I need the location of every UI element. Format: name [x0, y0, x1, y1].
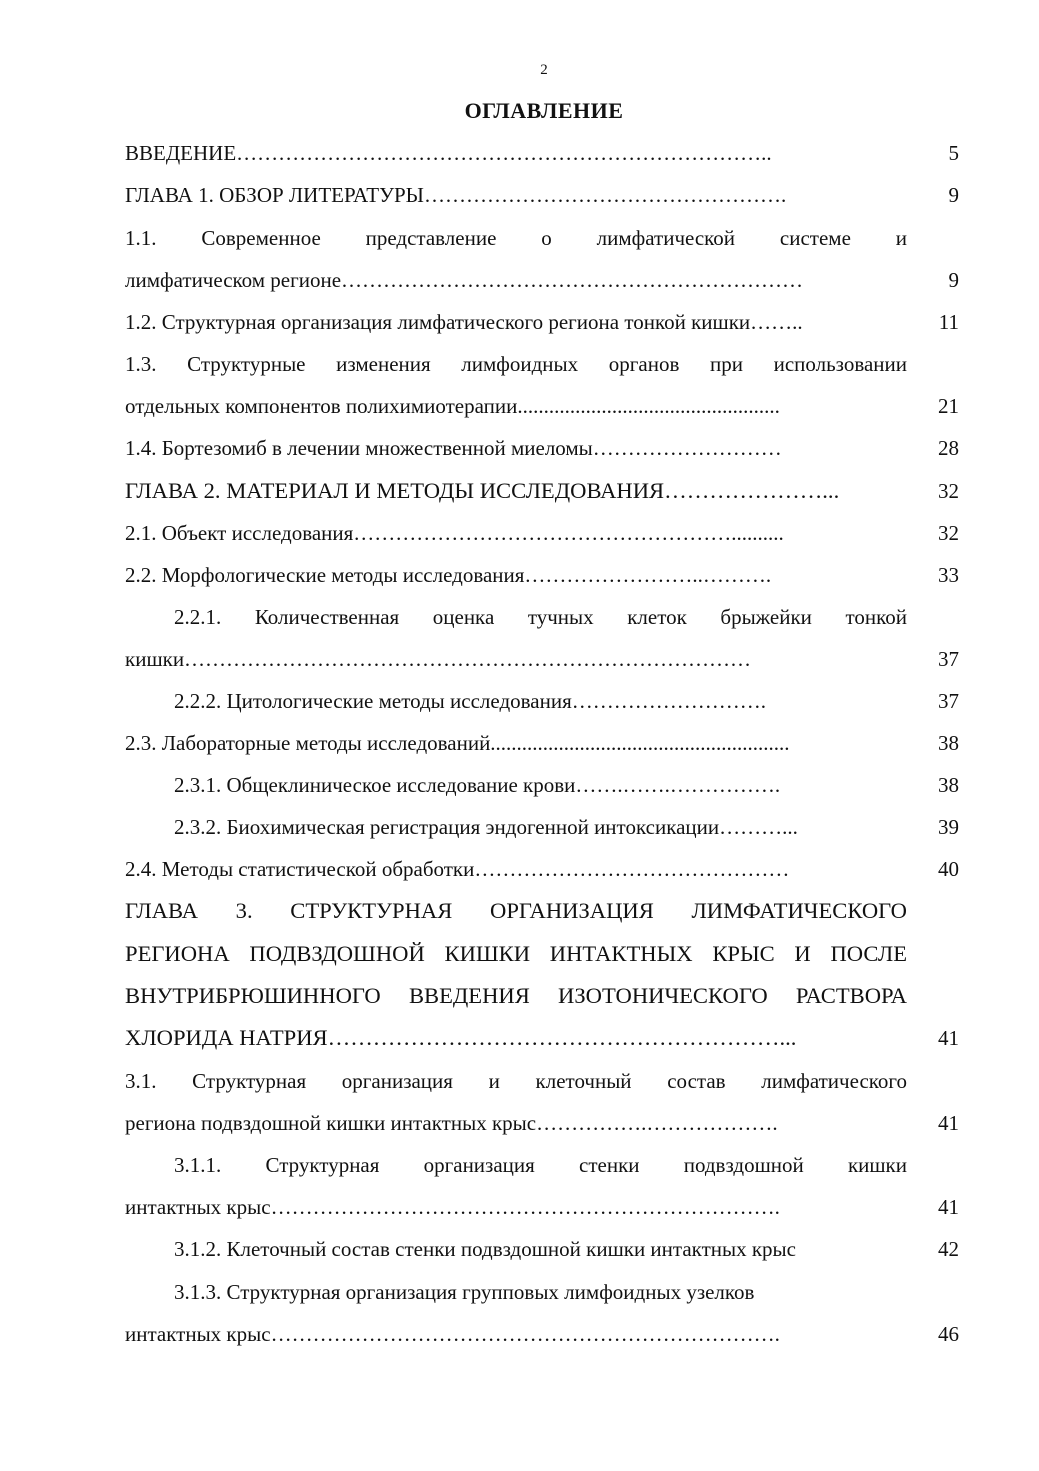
toc-entry-2-1: 2.1. Объект исследования………………………………………………..........	[125, 521, 784, 545]
toc-entry-3-1-line-1: 3.1. Структурная организация и клеточный состав лимфатического	[125, 1069, 907, 1093]
toc-entry-1-2: 1.2. Структурная организация лимфатического региона тонкой кишки……..	[125, 310, 803, 334]
toc-page-number: 32	[938, 479, 959, 503]
toc-page-number: 32	[938, 521, 959, 545]
toc-page-number: 39	[938, 815, 959, 839]
toc-entry-3-1-1-line-1: 3.1.1. Структурная организация стенки подвздошной кишки	[174, 1153, 907, 1177]
toc-entry-1-1-line-2: лимфатическом регионе…………………………………………………………	[125, 268, 804, 292]
toc-entry-chapter-3-line-4: ХЛОРИДА НАТРИЯ……………………………………………………...	[125, 1025, 797, 1050]
toc-page-number: 41	[938, 1026, 959, 1050]
toc-entry-2-2: 2.2. Морфологические методы исследования……………………..……….	[125, 563, 772, 587]
toc-entry-2-3-1: 2.3.1. Общеклиническое исследование крови…….…….…………….	[174, 773, 781, 797]
toc-page-number: 40	[938, 857, 959, 881]
toc-entry-introduction: ВВЕДЕНИЕ…………………………………………………………………..	[125, 141, 772, 165]
toc-entry-3-1-2: 3.1.2. Клеточный состав стенки подвздошной кишки интактных крыс	[174, 1237, 796, 1261]
toc-page-number: 9	[948, 268, 959, 292]
toc-page-number: 33	[938, 563, 959, 587]
toc-entry-3-1-line-2: региона подвздошной кишки интактных крыс…………….……………….	[125, 1111, 778, 1135]
toc-entry-chapter-3-line-2: РЕГИОНА ПОДВЗДОШНОЙ КИШКИ ИНТАКТНЫХ КРЫС И ПОСЛЕ	[125, 941, 907, 966]
toc-page-number: 11	[938, 310, 959, 334]
toc-entry-1-3-line-1: 1.3. Структурные изменения лимфоидных органов при использовании	[125, 352, 907, 376]
toc-entry-2-4: 2.4. Методы статистической обработки………………………………………	[125, 857, 790, 881]
toc-entry-3-1-1-line-2: интактных крыс……………………………………………………………….	[125, 1195, 780, 1219]
toc-entry-2-2-1-line-2: кишки………………………………………………………………………	[125, 647, 752, 671]
toc-page-number: 38	[938, 731, 959, 755]
toc-entry-2-2-1-line-1: 2.2.1. Количественная оценка тучных клеток брыжейки тонкой	[174, 605, 907, 629]
toc-entry-chapter-3-line-3: ВНУТРИБРЮШИННОГО ВВЕДЕНИЯ ИЗОТОНИЧЕСКОГО РАСТВОРА	[125, 983, 907, 1008]
toc-entry-chapter-1: ГЛАВА 1. ОБЗОР ЛИТЕРАТУРЫ…………………………………………….	[125, 183, 787, 207]
page-number: 2	[540, 62, 548, 78]
toc-page-number: 46	[938, 1322, 959, 1346]
toc-entry-2-3: 2.3. Лабораторные методы исследований.........................................................	[125, 731, 790, 755]
toc-entry-1-3-line-2: отдельных компонентов полихимиотерапии..................................................	[125, 394, 780, 418]
toc-page-number: 37	[938, 689, 959, 713]
toc-page-number: 21	[938, 394, 959, 418]
toc-page-number: 37	[938, 647, 959, 671]
toc-entry-3-1-3-line-1: 3.1.3. Структурная организация групповых лимфоидных узелков	[174, 1280, 755, 1304]
toc-entry-chapter-2: ГЛАВА 2. МАТЕРИАЛ И МЕТОДЫ ИССЛЕДОВАНИЯ…………………...	[125, 478, 840, 503]
toc-page-number: 28	[938, 436, 959, 460]
toc-entry-1-4: 1.4. Бортезомиб в лечении множественной миеломы………………………	[125, 436, 782, 460]
toc-page-number: 41	[938, 1111, 959, 1135]
toc-entry-1-1-line-1: 1.1. Современное представление о лимфатической системе и	[125, 226, 907, 250]
toc-page-number: 38	[938, 773, 959, 797]
toc-entry-2-3-2: 2.3.2. Биохимическая регистрация эндогенной интоксикации………...	[174, 815, 798, 839]
toc-page-number: 41	[938, 1195, 959, 1219]
toc-page-number: 42	[938, 1237, 959, 1261]
toc-title: ОГЛАВЛЕНИЕ	[464, 98, 624, 123]
toc-entry-3-1-3-line-2: интактных крыс……………………………………………………………….	[125, 1322, 780, 1346]
toc-entry-2-2-2: 2.2.2. Цитологические методы исследования……………………….	[174, 689, 766, 713]
toc-page-number: 9	[948, 183, 959, 207]
toc-entry-chapter-3-line-1: ГЛАВА 3. СТРУКТУРНАЯ ОРГАНИЗАЦИЯ ЛИМФАТИЧЕСКОГО	[125, 898, 907, 923]
toc-page-number: 5	[948, 141, 959, 165]
